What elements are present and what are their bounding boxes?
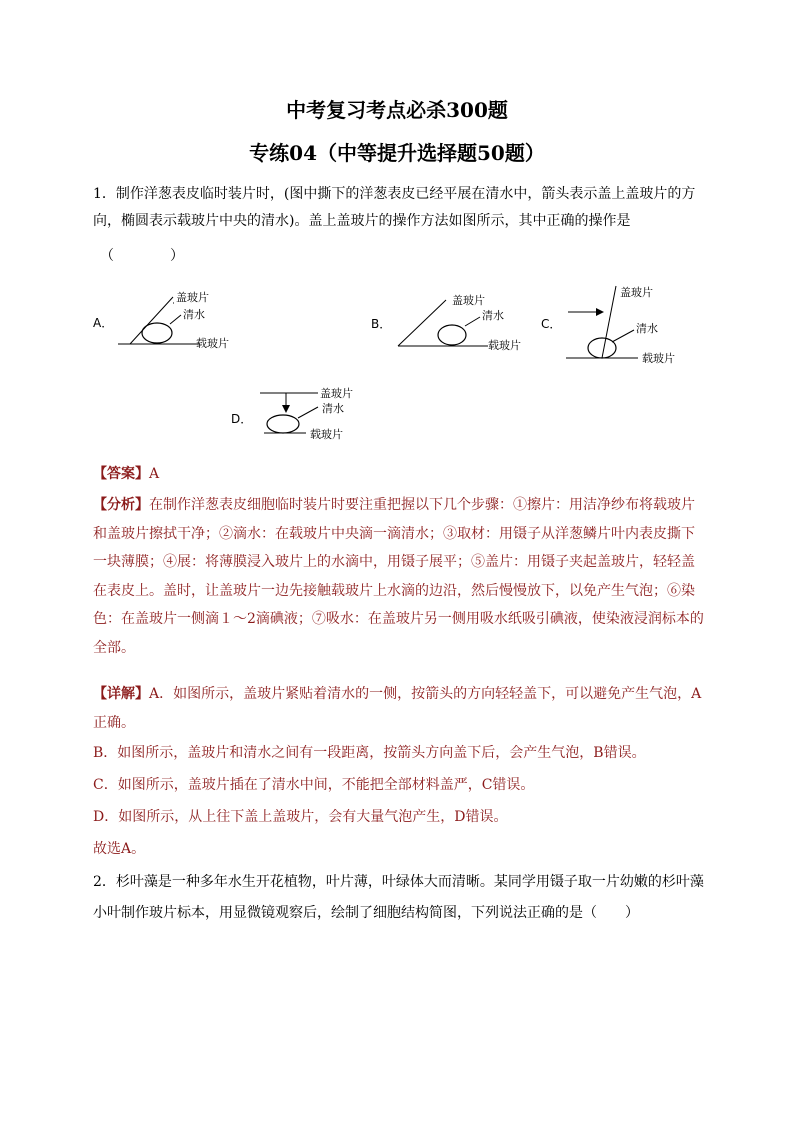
figure-b-cover-label: 盖玻片 <box>452 294 485 307</box>
figure-d <box>228 385 368 447</box>
figure-d-water-label: 清水 <box>322 402 344 415</box>
figure-a <box>90 285 280 355</box>
figure-b <box>368 288 538 358</box>
answer-label: 【答案】 <box>93 466 149 482</box>
figure-c-cover-label: 盖玻片 <box>620 286 653 299</box>
detail-a <box>93 680 705 737</box>
detail-c: C．如图所示，盖玻片插在了清水中间，不能把全部材料盖严，C错误。 <box>93 777 535 793</box>
conclusion: 故选A。 <box>93 841 146 857</box>
figure-c-slide-label: 载玻片 <box>642 352 675 365</box>
figure-a-water-label: 清水 <box>183 308 205 321</box>
figure-a-label: A． <box>93 316 114 330</box>
question-1-text: 1．制作洋葱表皮临时装片时，(图中撕下的洋葱表皮已经平展在清水中，箭头表示盖上盖玻片的方向，椭圆表示载玻片中央的清水)。盖上盖玻片的操作方法如图所示，其中正确的操作是 <box>93 186 696 229</box>
document-subtitle: 专练04（中等提升选择题50题） <box>249 141 545 165</box>
figure-b-label: B． <box>371 317 392 331</box>
figure-d-label: D． <box>231 412 253 426</box>
analysis-text: 在制作洋葱表皮细胞临时装片时要注重把握以下几个步骤：①擦片：用洁净纱布将载玻片和盖玻片擦拭干净；②滴水：在载玻片中央滴一滴清水；③取材：用镊子从洋葱鳞片叶内表皮撕下一块薄膜；④展：将薄膜浸入玻片上的水滴中，用镊子展平；⑤盖片：用镊子夹起盖玻片，轻轻盖在表皮上。盖时，让盖玻片一边先接触载玻片上水滴的边沿，然后慢慢放下，以免产生气泡；⑥染色：在盖玻片一侧滴１～2滴碘液；⑦吸水：在盖玻片另一侧用吸水纸吸引碘液，使染液浸润标本的全部。 <box>93 497 704 656</box>
detail-b: B．如图所示，盖玻片和清水之间有一段距离，按箭头方向盖下后，会产生气泡，B错误。 <box>93 745 646 761</box>
answer-value: A <box>149 466 160 482</box>
detail-label: 【详解】 <box>93 686 149 702</box>
figure-c <box>538 284 698 370</box>
figure-b-slide-label: 载玻片 <box>488 339 521 352</box>
figure-b-water-label: 清水 <box>482 309 504 322</box>
figure-a-slide-label: 载玻片 <box>196 337 229 350</box>
question-2-text: 2．杉叶藻是一种多年水生开花植物，叶片薄，叶绿体大而清晰。某同学用镊子取一片幼嫩的杉叶藻小叶制作玻片标本，用显微镜观察后，绘制了细胞结构简图，下列说法正确的是（ ） <box>93 874 704 921</box>
figure-a-cover-label: 盖玻片 <box>176 291 209 304</box>
detail-a-text: A．如图所示，盖玻片紧贴着清水的一侧，按箭头的方向轻轻盖下，可以避免产生气泡，A正确。 <box>93 686 702 731</box>
answer-blank: （ ） <box>100 248 184 264</box>
answer-line <box>93 461 705 488</box>
figure-d-cover-label: 盖玻片 <box>320 387 353 400</box>
document-title: 中考复习考点必杀300题 <box>286 98 508 122</box>
analysis-paragraph <box>93 491 705 663</box>
figure-c-label: C． <box>541 317 562 331</box>
detail-d: D．如图所示，从上往下盖上盖玻片，会有大量气泡产生，D错误。 <box>93 809 508 825</box>
figure-c-water-label: 清水 <box>636 322 658 335</box>
analysis-label: 【分析】 <box>93 497 149 513</box>
figure-d-slide-label: 载玻片 <box>310 428 343 441</box>
